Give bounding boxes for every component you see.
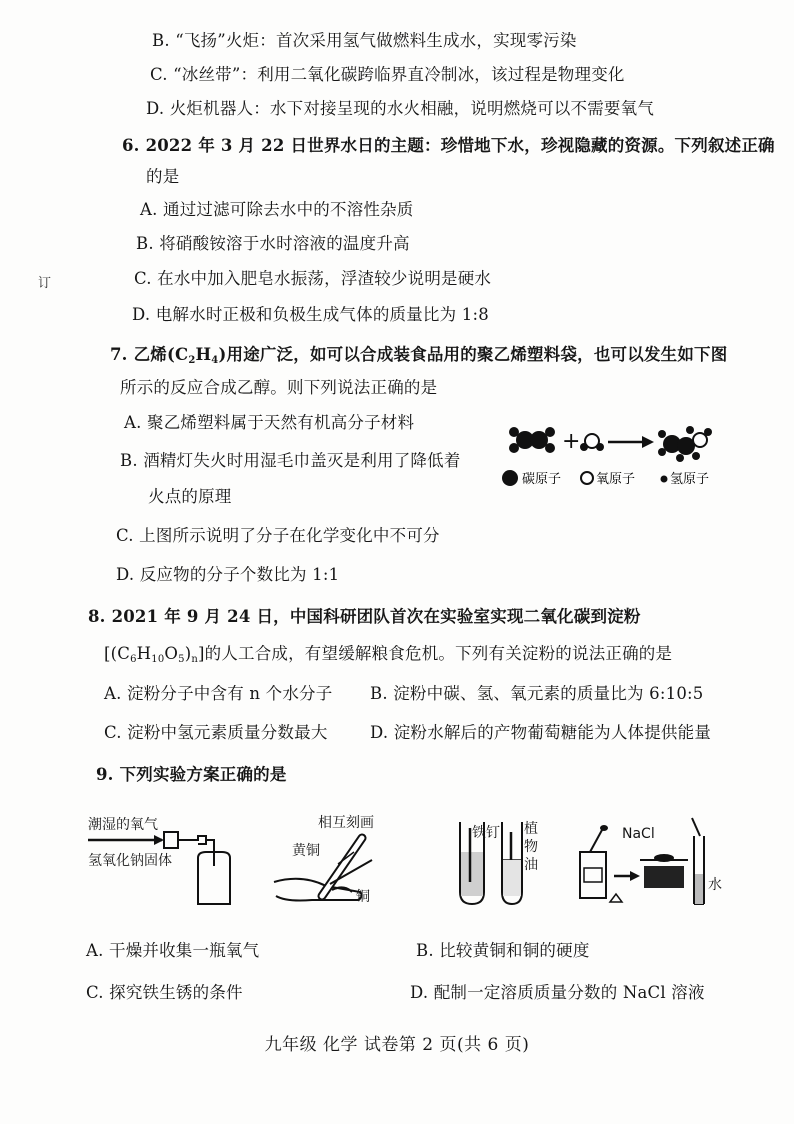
q5-option-b: B. “飞扬”火炬：首次采用氢气做燃料生成水，实现零污染	[152, 31, 577, 50]
q8-option-d: D. 淀粉水解后的产物葡萄糖能为人体提供能量	[370, 723, 712, 742]
q5-option-c: C. “冰丝带”：利用二氧化碳跨临界直冷制冰，该过程是物理变化	[150, 65, 625, 84]
q6-option-a: A. 通过过滤可除去水中的不溶性杂质	[140, 200, 414, 219]
q9-option-c: C. 探究铁生锈的条件	[86, 983, 243, 1002]
q8-option-a: A. 淀粉分子中含有 n 个水分子	[104, 684, 333, 703]
page-footer: 九年级 化学 试卷第 2 页(共 6 页)	[264, 1035, 530, 1055]
q8-stem-line2: $[(C_6H_{10}O_5)_n]$的人工合成，有望缓解粮食危机。下列有关淀粉的说法正确的是	[104, 644, 673, 665]
q9-option-b: B. 比较黄铜和铜的硬度	[416, 941, 590, 960]
legend-hydrogen: 氢原子	[670, 472, 710, 487]
svg-text:+: +	[562, 429, 581, 454]
q9-stem: 9. 下列实验方案正确的是	[96, 765, 287, 784]
water-molecule	[580, 434, 604, 451]
fig-b-label-copper: 铜	[356, 889, 370, 905]
legend-carbon: 碳原子	[522, 472, 562, 487]
rusting-test-svg	[446, 812, 556, 912]
q9-figure-a	[88, 808, 238, 908]
reaction-diagram-svg	[500, 418, 730, 498]
q9-option-a: A. 干燥并收集一瓶氧气	[86, 941, 260, 960]
fig-d-label-water: 水	[708, 877, 722, 893]
carbon-legend-icon	[502, 470, 518, 486]
q9-figure-d	[574, 812, 724, 912]
fig-c-label-oil-2: 物	[524, 839, 538, 855]
fig-a-label-naoh: 氢氧化钠固体	[88, 853, 172, 869]
q6-option-c: C. 在水中加入肥皂水振荡，浮渣较少说明是硬水	[134, 269, 492, 288]
q7-option-a: A. 聚乙烯塑料属于天然有机高分子材料	[124, 413, 415, 432]
q7-stem-line2: 所示的反应合成乙醇。则下列说法正确的是	[120, 378, 438, 397]
fig-b-label-brass: 黄铜	[292, 843, 320, 859]
q6-option-d: D. 电解水时正极和负极生成气体的质量比为 1:8	[132, 305, 489, 324]
ethanol-molecule	[658, 426, 712, 462]
q9-figure-c	[446, 812, 556, 912]
hydrogen-legend-icon	[661, 476, 668, 483]
q8-stem-line1: 8. 2021 年 9 月 24 日，中国科研团队首次在实验室实现二氧化碳到淀粉	[88, 607, 641, 626]
q7-option-c: C. 上图所示说明了分子在化学变化中不可分	[116, 526, 440, 545]
reaction-diagram	[500, 418, 730, 498]
q8-option-c: C. 淀粉中氢元素质量分数最大	[104, 723, 328, 742]
legend-oxygen: 氧原子	[596, 472, 636, 487]
ethylene-molecule	[509, 427, 555, 453]
q6-stem-line1: 6. 2022 年 3 月 22 日世界水日的主题：珍惜地下水，珍视隐藏的资源。下列叙述正确	[122, 136, 775, 155]
q7-option-b-line2: 火点的原理	[148, 487, 232, 506]
fig-c-label-oil-1: 植	[524, 821, 538, 837]
fig-b-label-scratch: 相互刻画	[318, 815, 374, 831]
fig-c-label-nail: 铁钉	[472, 825, 500, 841]
q7-option-d: D. 反应物的分子个数比为 1:1	[116, 565, 340, 584]
q7-stem-line1: 7. 乙烯$(C_2H_4)$用途广泛，如可以合成装食品用的聚乙烯塑料袋，也可以发生如下图	[110, 345, 728, 366]
fig-c-label-oil-3: 油	[524, 857, 538, 873]
q7-option-b-line1: B. 酒精灯失火时用湿毛巾盖灭是利用了降低着	[120, 451, 461, 470]
q8-option-b: B. 淀粉中碳、氢、氧元素的质量比为 6:10:5	[370, 684, 704, 703]
binding-margin-mark: 订	[38, 276, 52, 291]
fig-a-label-moist-oxygen: 潮湿的氧气	[88, 817, 158, 833]
q9-figure-b	[272, 812, 402, 912]
q5-option-d: D. 火炬机器人：水下对接呈现的水火相融，说明燃烧可以不需要氧气	[146, 99, 655, 118]
fig-d-label-nacl: NaCl	[622, 826, 655, 842]
oxygen-legend-icon	[581, 472, 593, 484]
q9-option-d: D. 配制一定溶质质量分数的 NaCl 溶液	[410, 983, 705, 1002]
q6-option-b: B. 将硝酸铵溶于水时溶液的温度升高	[136, 234, 410, 253]
q6-stem-line2: 的是	[146, 167, 180, 186]
